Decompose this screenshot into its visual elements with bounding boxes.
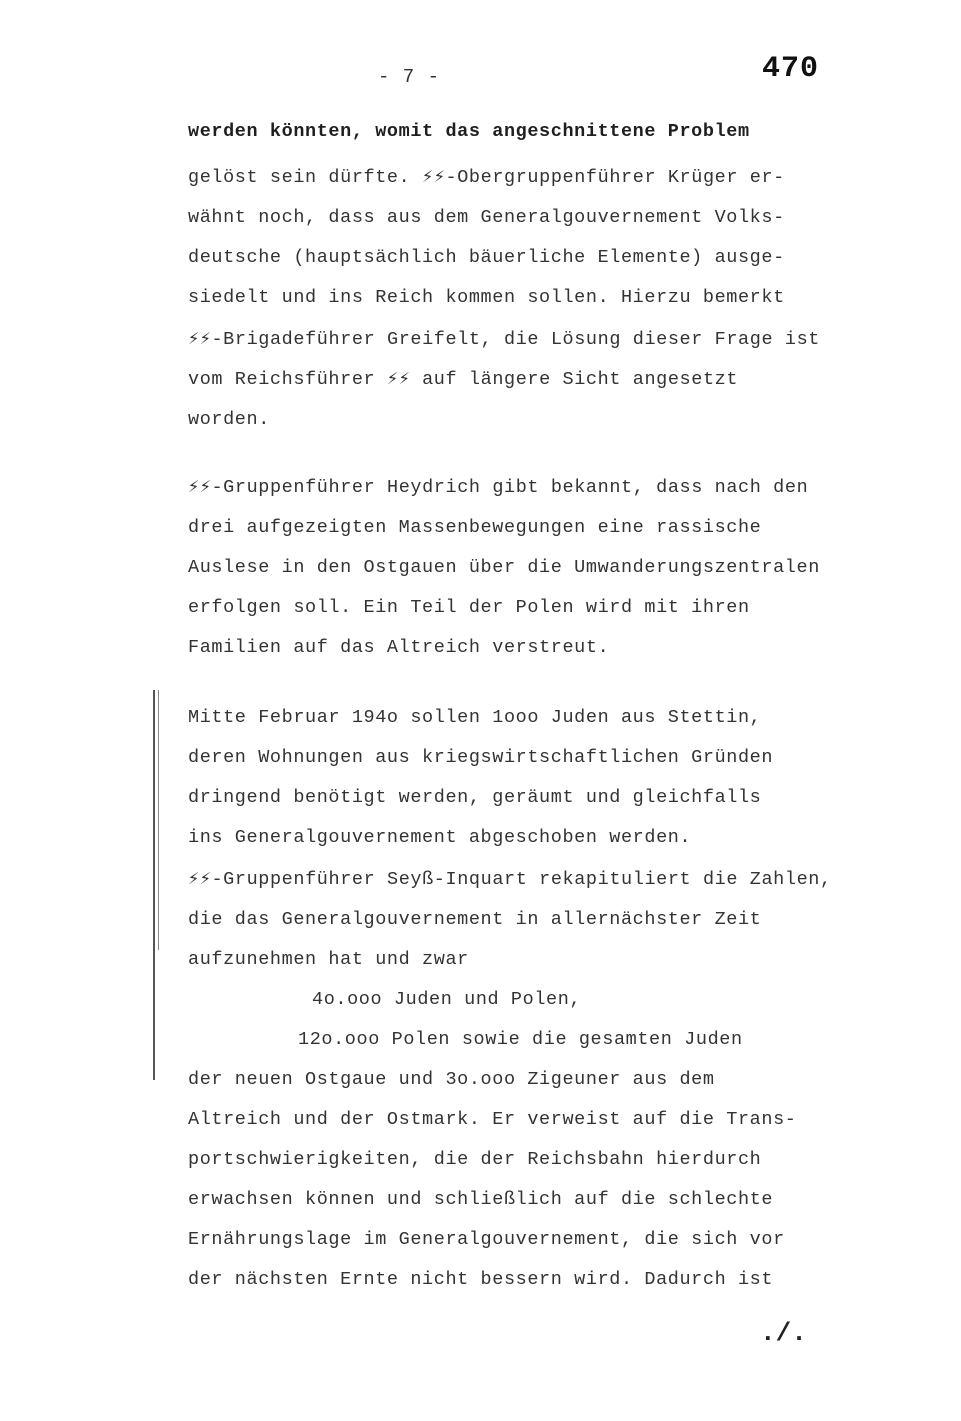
text-line: wähnt noch, dass aus dem Generalgouvernement Volks- [188,207,785,228]
text-line: drei aufgezeigten Massenbewegungen eine rassische [188,517,762,538]
text-line: portschwierigkeiten, die der Reichsbahn hierdurch [188,1149,762,1170]
text-line: Ernährungslage im Generalgouvernement, die sich vor [188,1229,785,1250]
text-line: die das Generalgouvernement in allernächster Zeit [188,909,762,930]
text-line: dringend benötigt werden, geräumt und gleichfalls [188,787,762,808]
text-line: werden könnten, womit das angeschnittene Problem [188,121,750,142]
text-line: gelöst sein dürfte. ⚡⚡-Obergruppenführer Krüger er- [188,167,785,188]
margin-marking [153,690,155,1080]
text-line: ins Generalgouvernement abgeschoben werden. [188,827,692,848]
text-line: deutsche (hauptsächlich bäuerliche Elemente) ausge- [188,247,785,268]
text-line: 12o.ooo Polen sowie die gesamten Juden [298,1029,743,1050]
text-line: ⚡⚡-Gruppenführer Seyß-Inquart rekapituliert die Zahlen, [188,869,832,890]
margin-marking-secondary [158,690,159,950]
page-number: - 7 - [378,66,441,88]
text-line: Altreich und der Ostmark. Er verweist auf die Trans- [188,1109,797,1130]
text-line: 4o.ooo Juden und Polen, [312,989,582,1010]
text-line: deren Wohnungen aus kriegswirtschaftlichen Gründen [188,747,774,768]
text-line: der neuen Ostgaue und 3o.ooo Zigeuner aus dem [188,1069,715,1090]
text-line: vom Reichsführer ⚡⚡ auf längere Sicht angesetzt [188,369,739,390]
text-line: aufzunehmen hat und zwar [188,949,469,970]
text-line: erfolgen soll. Ein Teil der Polen wird mit ihren [188,597,750,618]
text-line: Auslese in den Ostgauen über die Umwanderungszentralen [188,557,820,578]
text-line: Mitte Februar 194o sollen 1ooo Juden aus Stettin, [188,707,762,728]
text-line: der nächsten Ernte nicht bessern wird. Dadurch ist [188,1269,774,1290]
folio-stamp: 470 [762,52,820,86]
text-line: worden. [188,409,270,430]
continuation-mark: ./. [760,1318,807,1348]
text-line: siedelt und ins Reich kommen sollen. Hierzu bemerkt [188,287,785,308]
text-line: erwachsen können und schließlich auf die schlechte [188,1189,774,1210]
text-line: ⚡⚡-Brigadeführer Greifelt, die Lösung dieser Frage ist [188,329,820,350]
text-line: ⚡⚡-Gruppenführer Heydrich gibt bekannt, dass nach den [188,477,809,498]
text-line: Familien auf das Altreich verstreut. [188,637,610,658]
